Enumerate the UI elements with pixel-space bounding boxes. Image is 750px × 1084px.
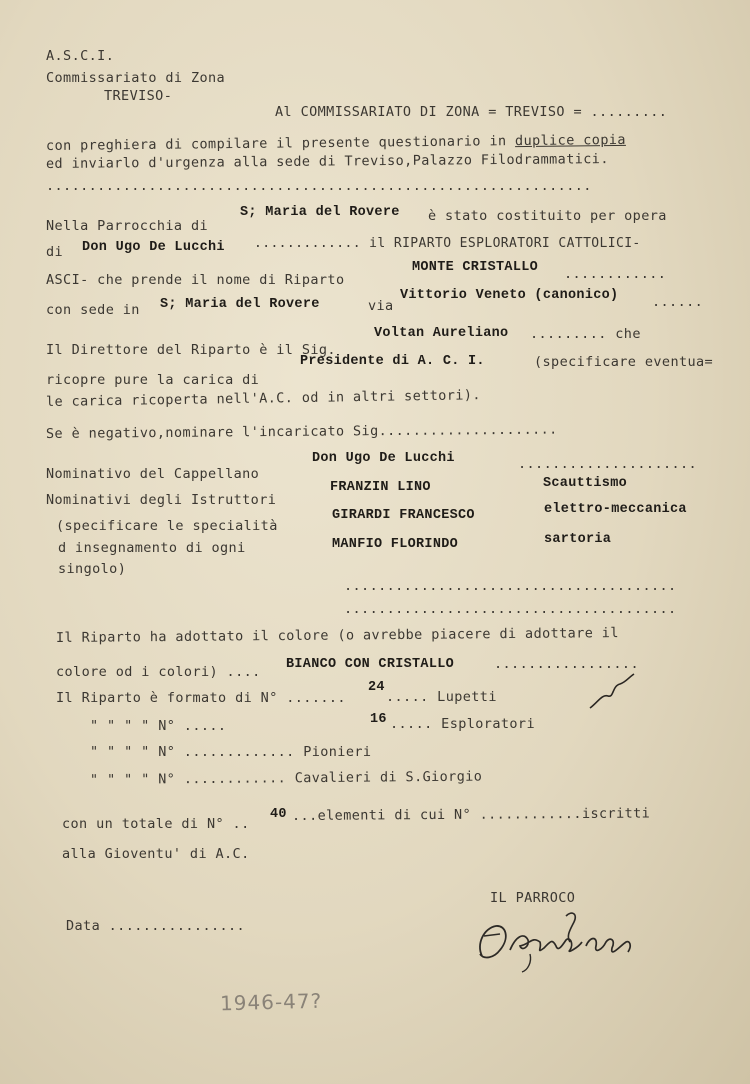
via-dots: ...... (652, 294, 704, 310)
istruttori-dots-1: ....................................... (344, 578, 677, 594)
gioventu-line: alla Gioventu' di A.C. (62, 846, 250, 862)
cappellano-dots: ..................... (518, 456, 698, 472)
riparto-type: ............. il RIPARTO ESPLORATORI CATTOLICI- (254, 236, 641, 251)
address-line: Al COMMISSARIATO DI ZONA = TREVISO = ......... (275, 104, 668, 120)
carica-tail: (specificare eventua= (534, 354, 714, 370)
instruction-line-1: con preghiera di compilare il presente questionario in duplice copia (45, 131, 626, 154)
esploratori-label: " " " " N° ..... (90, 718, 227, 734)
riparto-name-value: MONTE CRISTALLO (412, 260, 539, 275)
parrocchia-value: S; Maria del Rovere (240, 205, 400, 220)
esploratori-value: 16 (370, 712, 387, 727)
parrocchia-label: Nella Parrocchia di (46, 218, 209, 234)
cappellano-value: Don Ugo De Lucchi (312, 451, 455, 466)
carica-note: le carica ricoperta nell'A.C. od in altri settori). (45, 387, 481, 410)
riparto-name-label: ASCI- che prende il nome di Riparto (46, 272, 345, 288)
lupetti-tail: ..... Lupetti (386, 689, 497, 705)
via-value: Vittorio Veneto (canonico) (400, 288, 619, 303)
lupetti-label: Il Riparto è formato di N° ....... (56, 690, 346, 706)
totale-label: con un totale di N° .. (62, 816, 250, 832)
pencil-year-annotation: 1946-47? (219, 988, 323, 1016)
cappellano-label: Nominativo del Cappellano (46, 466, 260, 482)
colore-label: colore od i colori) .... (56, 664, 261, 680)
via-label: via (368, 298, 394, 314)
istruttore-3-name: MANFIO FLORINDO (332, 537, 459, 552)
instruction-line-2: ed inviarlo d'urgenza alla sede di Treviso,Palazzo Filodrammatici. (45, 151, 609, 172)
istruttore-3-specialty: sartoria (544, 532, 612, 547)
istruttori-note-1: (specificare le specialità (56, 518, 278, 534)
office-name: Commissariato di Zona (46, 70, 226, 86)
istruttori-note-3: singolo) (58, 561, 127, 577)
cavalieri-line: " " " " N° ............ Cavalieri di S.Giorgio (89, 768, 483, 788)
istruttore-2-name: GIRARDI FRANCESCO (332, 508, 475, 523)
pionieri-line: " " " " N° ............. Pionieri (90, 744, 372, 760)
istruttori-dots-2: ....................................... (344, 601, 677, 617)
sede-value: S; Maria del Rovere (160, 297, 320, 312)
colore-value: BIANCO CON CRISTALLO (286, 657, 455, 672)
istruttore-2-specialty: elettro-meccanica (544, 502, 687, 517)
parroco-signature (470, 906, 640, 976)
org-name: A.S.C.I. (46, 48, 115, 64)
direttore-tail: ......... che (530, 326, 641, 342)
direttore-label: Il Direttore del Riparto è il Sig. (46, 342, 336, 358)
esploratori-tail: ..... Esploratori (390, 716, 535, 732)
istruttori-label: Nominativi degli Istruttori (46, 492, 277, 508)
opera-value: Don Ugo De Lucchi (82, 240, 225, 255)
parrocchia-tail: è stato costituito per opera (428, 208, 667, 224)
carica-value: Presidente di A. C. I. (300, 354, 485, 369)
pen-scribble (588, 672, 636, 712)
totale-value: 40 (270, 807, 287, 822)
colore-dots: ................. (494, 656, 639, 672)
colore-line: Il Riparto ha adottato il colore (o avrebbe piacere di adottare il (55, 625, 619, 646)
riparto-name-dots: ............ (564, 266, 667, 282)
totale-tail: ...elementi di cui N° ............iscritti (291, 805, 651, 824)
sede-label: con sede in (46, 302, 140, 318)
istruttori-note-2: d insegnamento di ogni (58, 540, 246, 556)
incaricato-line: Se è negativo,nominare l'incaricato Sig..................... (45, 421, 558, 442)
direttore-value: Voltan Aureliano (374, 326, 509, 341)
parroco-label: IL PARROCO (490, 890, 576, 906)
opera-label: di (46, 244, 64, 260)
istruttore-1-name: FRANZIN LINO (330, 480, 431, 495)
lupetti-value: 24 (368, 680, 385, 695)
istruttore-1-specialty: Scauttismo (543, 476, 628, 491)
office-city: TREVISO- (104, 88, 173, 104)
dotted-separator: ................................................................ (46, 178, 592, 194)
data-line: Data ................ (66, 918, 246, 934)
carica-label: ricopre pure la carica di (46, 372, 260, 388)
duplice-copia: duplice copia (514, 131, 626, 150)
